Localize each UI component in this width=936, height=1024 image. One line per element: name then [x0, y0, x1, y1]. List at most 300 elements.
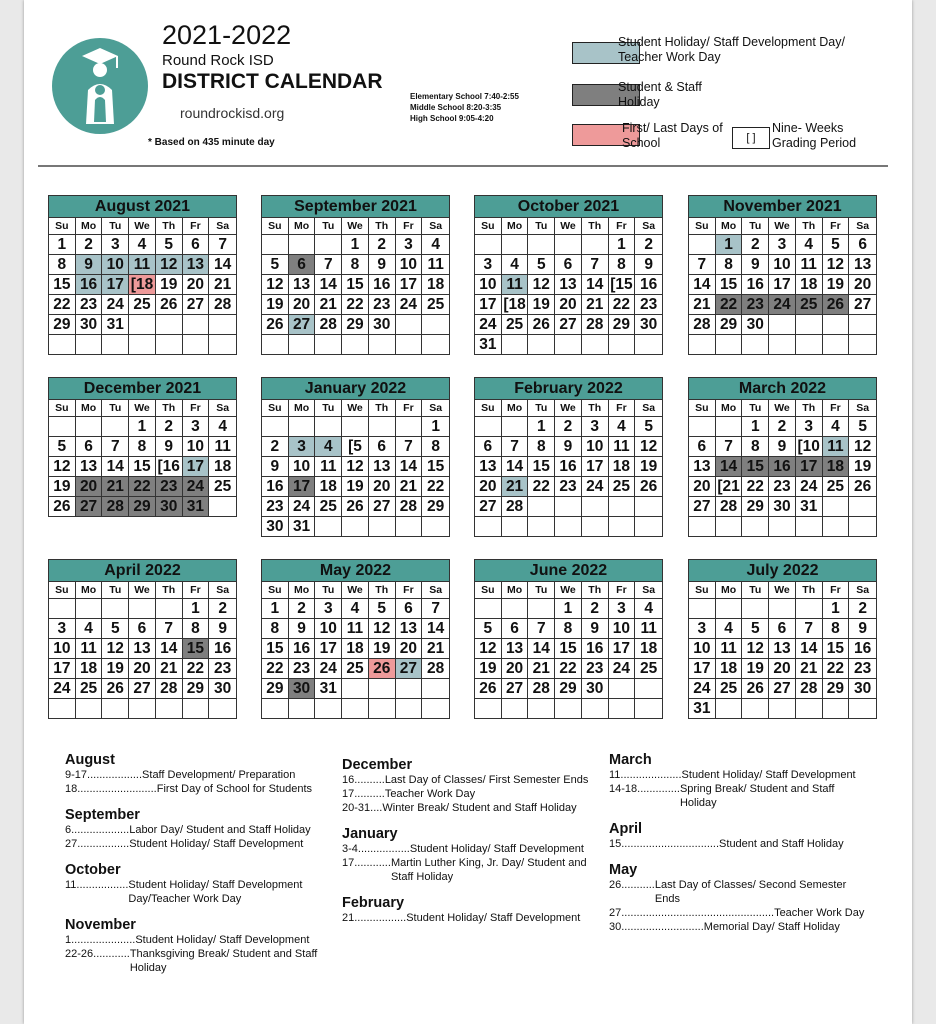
day-cell[interactable]: 5 — [369, 599, 396, 619]
day-cell[interactable]: 4 — [716, 619, 743, 639]
day-cell[interactable]: 26 — [262, 315, 289, 335]
day-cell[interactable]: 8 — [422, 437, 449, 457]
day-cell[interactable]: 19 — [635, 457, 662, 477]
day-cell[interactable]: 16 — [742, 275, 769, 295]
day-cell[interactable]: 21 — [209, 275, 236, 295]
day-cell[interactable]: 27 — [689, 497, 716, 517]
day-cell[interactable]: 8 — [609, 255, 636, 275]
day-cell[interactable]: 25 — [315, 497, 342, 517]
day-cell[interactable]: 21 — [422, 639, 449, 659]
day-cell[interactable]: 21 — [102, 477, 129, 497]
day-cell[interactable]: 20 — [369, 477, 396, 497]
day-cell[interactable]: 22 — [528, 477, 555, 497]
day-cell[interactable]: 13 — [555, 275, 582, 295]
day-cell[interactable]: 18 — [76, 659, 103, 679]
day-cell[interactable]: 23 — [582, 659, 609, 679]
day-cell[interactable]: 13 — [129, 639, 156, 659]
day-cell[interactable]: 26 — [849, 477, 876, 497]
day-cell[interactable]: 9 — [582, 619, 609, 639]
day-cell[interactable]: 12 — [156, 255, 183, 275]
day-cell[interactable]: 7 — [396, 437, 423, 457]
day-cell[interactable]: 7 — [582, 255, 609, 275]
day-cell[interactable]: 6 — [689, 437, 716, 457]
day-cell[interactable]: 29 — [609, 315, 636, 335]
day-cell[interactable]: 2 — [582, 599, 609, 619]
day-cell[interactable]: 18 — [315, 477, 342, 497]
day-cell[interactable]: [15 — [609, 275, 636, 295]
day-cell[interactable]: 14 — [796, 639, 823, 659]
day-cell[interactable]: 29 — [716, 315, 743, 335]
day-cell[interactable]: 14 — [502, 457, 529, 477]
day-cell[interactable]: 8 — [342, 255, 369, 275]
day-cell[interactable]: 15 — [422, 457, 449, 477]
day-cell[interactable]: 27 — [369, 497, 396, 517]
day-cell[interactable]: 11 — [76, 639, 103, 659]
day-cell[interactable]: 28 — [209, 295, 236, 315]
day-cell[interactable]: 16 — [209, 639, 236, 659]
day-cell[interactable]: 16 — [849, 639, 876, 659]
day-cell[interactable]: 20 — [183, 275, 210, 295]
day-cell[interactable]: 29 — [823, 679, 850, 699]
day-cell[interactable]: 10 — [609, 619, 636, 639]
day-cell[interactable]: 22 — [342, 295, 369, 315]
day-cell[interactable]: 30 — [769, 497, 796, 517]
day-cell[interactable]: 24 — [769, 295, 796, 315]
day-cell[interactable]: 3 — [49, 619, 76, 639]
day-cell[interactable]: 21 — [582, 295, 609, 315]
day-cell[interactable]: 27 — [129, 679, 156, 699]
day-cell[interactable]: 26 — [823, 295, 850, 315]
day-cell[interactable]: 5 — [475, 619, 502, 639]
day-cell[interactable]: 30 — [156, 497, 183, 516]
day-cell[interactable]: 14 — [315, 275, 342, 295]
day-cell[interactable]: 7 — [528, 619, 555, 639]
day-cell[interactable]: 30 — [635, 315, 662, 335]
day-cell[interactable]: 1 — [823, 599, 850, 619]
day-cell[interactable]: 11 — [796, 255, 823, 275]
day-cell[interactable]: 11 — [716, 639, 743, 659]
day-cell[interactable]: 21 — [528, 659, 555, 679]
day-cell[interactable]: 18 — [635, 639, 662, 659]
day-cell[interactable]: 8 — [716, 255, 743, 275]
day-cell[interactable]: 1 — [262, 599, 289, 619]
day-cell[interactable]: 13 — [689, 457, 716, 477]
day-cell[interactable]: 19 — [528, 295, 555, 315]
day-cell[interactable]: 30 — [76, 315, 103, 335]
day-cell[interactable]: 28 — [582, 315, 609, 335]
day-cell[interactable]: 12 — [849, 437, 876, 457]
day-cell[interactable]: 4 — [129, 235, 156, 255]
day-cell[interactable]: 3 — [183, 417, 210, 437]
day-cell[interactable]: 16 — [635, 275, 662, 295]
day-cell[interactable]: 5 — [49, 437, 76, 457]
day-cell[interactable]: 16 — [289, 639, 316, 659]
day-cell[interactable]: 2 — [76, 235, 103, 255]
day-cell[interactable]: 24 — [289, 497, 316, 517]
day-cell[interactable]: 14 — [528, 639, 555, 659]
day-cell[interactable]: 12 — [342, 457, 369, 477]
day-cell[interactable]: 1 — [555, 599, 582, 619]
day-cell[interactable]: 3 — [796, 417, 823, 437]
day-cell[interactable]: 11 — [209, 437, 236, 457]
day-cell[interactable]: 17 — [49, 659, 76, 679]
day-cell[interactable]: 9 — [849, 619, 876, 639]
day-cell[interactable]: 15 — [262, 639, 289, 659]
day-cell[interactable]: 22 — [823, 659, 850, 679]
day-cell[interactable]: 21 — [156, 659, 183, 679]
day-cell[interactable]: 25 — [502, 315, 529, 335]
day-cell[interactable]: 29 — [262, 679, 289, 699]
day-cell[interactable]: 23 — [742, 295, 769, 315]
day-cell[interactable]: 2 — [769, 417, 796, 437]
day-cell[interactable]: 10 — [475, 275, 502, 295]
day-cell[interactable]: 17 — [289, 477, 316, 497]
day-cell[interactable]: 6 — [396, 599, 423, 619]
day-cell[interactable]: 19 — [49, 477, 76, 497]
day-cell[interactable]: 12 — [369, 619, 396, 639]
day-cell[interactable]: 14 — [582, 275, 609, 295]
day-cell[interactable]: 25 — [796, 295, 823, 315]
day-cell[interactable]: 7 — [315, 255, 342, 275]
day-cell[interactable]: [18 — [129, 275, 156, 295]
day-cell[interactable]: 13 — [369, 457, 396, 477]
day-cell[interactable]: 26 — [528, 315, 555, 335]
day-cell[interactable]: 3 — [102, 235, 129, 255]
day-cell[interactable]: 1 — [528, 417, 555, 437]
day-cell[interactable]: 26 — [342, 497, 369, 517]
day-cell[interactable]: 29 — [342, 315, 369, 335]
day-cell[interactable]: 15 — [49, 275, 76, 295]
day-cell[interactable]: 9 — [209, 619, 236, 639]
day-cell[interactable]: 2 — [555, 417, 582, 437]
day-cell[interactable]: 24 — [315, 659, 342, 679]
day-cell[interactable]: 12 — [823, 255, 850, 275]
day-cell[interactable]: 27 — [555, 315, 582, 335]
day-cell[interactable]: 2 — [262, 437, 289, 457]
day-cell[interactable]: 20 — [475, 477, 502, 497]
day-cell[interactable]: 11 — [129, 255, 156, 275]
day-cell[interactable]: 3 — [289, 437, 316, 457]
day-cell[interactable]: 14 — [156, 639, 183, 659]
day-cell[interactable]: 3 — [475, 255, 502, 275]
day-cell[interactable]: 4 — [209, 417, 236, 437]
day-cell[interactable]: 2 — [156, 417, 183, 437]
day-cell[interactable]: 7 — [422, 599, 449, 619]
day-cell[interactable]: 11 — [635, 619, 662, 639]
day-cell[interactable]: 24 — [396, 295, 423, 315]
day-cell[interactable]: 4 — [502, 255, 529, 275]
day-cell[interactable]: 30 — [369, 315, 396, 335]
day-cell[interactable]: 9 — [262, 457, 289, 477]
day-cell[interactable]: 26 — [742, 679, 769, 699]
day-cell[interactable]: 16 — [262, 477, 289, 497]
day-cell[interactable]: [5 — [342, 437, 369, 457]
day-cell[interactable]: 29 — [422, 497, 449, 517]
day-cell[interactable]: 25 — [635, 659, 662, 679]
day-cell[interactable]: 16 — [76, 275, 103, 295]
day-cell[interactable]: [16 — [156, 457, 183, 477]
day-cell[interactable]: [10 — [796, 437, 823, 457]
day-cell[interactable]: 26 — [475, 679, 502, 699]
day-cell[interactable]: 15 — [183, 639, 210, 659]
day-cell[interactable]: 23 — [209, 659, 236, 679]
day-cell[interactable]: 4 — [796, 235, 823, 255]
day-cell[interactable]: 9 — [156, 437, 183, 457]
day-cell[interactable]: 28 — [315, 315, 342, 335]
day-cell[interactable]: 20 — [555, 295, 582, 315]
day-cell[interactable]: 22 — [183, 659, 210, 679]
day-cell[interactable]: 31 — [475, 335, 502, 354]
day-cell[interactable]: 4 — [76, 619, 103, 639]
day-cell[interactable]: 10 — [396, 255, 423, 275]
day-cell[interactable]: 19 — [823, 275, 850, 295]
day-cell[interactable]: 28 — [716, 497, 743, 517]
day-cell[interactable]: 11 — [422, 255, 449, 275]
day-cell[interactable]: 14 — [396, 457, 423, 477]
day-cell[interactable]: 28 — [689, 315, 716, 335]
day-cell[interactable]: 20 — [769, 659, 796, 679]
day-cell[interactable]: 11 — [502, 275, 529, 295]
day-cell[interactable]: 22 — [609, 295, 636, 315]
day-cell[interactable]: 30 — [742, 315, 769, 335]
day-cell[interactable]: 22 — [716, 295, 743, 315]
day-cell[interactable]: 20 — [289, 295, 316, 315]
day-cell[interactable]: 29 — [555, 679, 582, 699]
day-cell[interactable]: 4 — [342, 599, 369, 619]
day-cell[interactable]: 2 — [849, 599, 876, 619]
day-cell[interactable]: 20 — [129, 659, 156, 679]
day-cell[interactable]: 31 — [315, 679, 342, 699]
day-cell[interactable]: 14 — [209, 255, 236, 275]
day-cell[interactable]: 25 — [609, 477, 636, 497]
day-cell[interactable]: 13 — [475, 457, 502, 477]
day-cell[interactable]: 31 — [796, 497, 823, 517]
day-cell[interactable]: 26 — [49, 497, 76, 516]
day-cell[interactable]: 23 — [76, 295, 103, 315]
day-cell[interactable]: 16 — [769, 457, 796, 477]
day-cell[interactable]: 5 — [528, 255, 555, 275]
day-cell[interactable]: 19 — [342, 477, 369, 497]
day-cell[interactable]: 27 — [475, 497, 502, 517]
day-cell[interactable]: 8 — [183, 619, 210, 639]
day-cell[interactable]: 3 — [582, 417, 609, 437]
day-cell[interactable]: 6 — [369, 437, 396, 457]
day-cell[interactable]: 8 — [262, 619, 289, 639]
day-cell[interactable]: 29 — [129, 497, 156, 516]
day-cell[interactable]: 3 — [689, 619, 716, 639]
district-website[interactable]: roundrockisd.org — [180, 105, 285, 121]
day-cell[interactable]: 1 — [716, 235, 743, 255]
day-cell[interactable]: 24 — [609, 659, 636, 679]
day-cell[interactable]: 9 — [76, 255, 103, 275]
day-cell[interactable]: 1 — [342, 235, 369, 255]
day-cell[interactable]: 29 — [183, 679, 210, 699]
day-cell[interactable]: 9 — [635, 255, 662, 275]
day-cell[interactable]: [18 — [502, 295, 529, 315]
day-cell[interactable]: 23 — [555, 477, 582, 497]
day-cell[interactable]: 15 — [742, 457, 769, 477]
day-cell[interactable]: 7 — [102, 437, 129, 457]
day-cell[interactable]: 29 — [49, 315, 76, 335]
day-cell[interactable]: 3 — [769, 235, 796, 255]
day-cell[interactable]: 28 — [396, 497, 423, 517]
day-cell[interactable]: 30 — [289, 679, 316, 699]
day-cell[interactable]: 2 — [369, 235, 396, 255]
day-cell[interactable]: 27 — [183, 295, 210, 315]
day-cell[interactable]: 28 — [102, 497, 129, 516]
day-cell[interactable]: 23 — [635, 295, 662, 315]
day-cell[interactable]: 26 — [102, 679, 129, 699]
day-cell[interactable]: 28 — [528, 679, 555, 699]
day-cell[interactable]: 17 — [796, 457, 823, 477]
day-cell[interactable]: 22 — [422, 477, 449, 497]
day-cell[interactable]: 27 — [849, 295, 876, 315]
day-cell[interactable]: 13 — [76, 457, 103, 477]
day-cell[interactable]: 6 — [475, 437, 502, 457]
day-cell[interactable]: 23 — [262, 497, 289, 517]
day-cell[interactable]: 6 — [769, 619, 796, 639]
day-cell[interactable]: 24 — [183, 477, 210, 497]
day-cell[interactable]: 20 — [689, 477, 716, 497]
day-cell[interactable]: 21 — [796, 659, 823, 679]
day-cell[interactable]: 12 — [742, 639, 769, 659]
day-cell[interactable]: 7 — [209, 235, 236, 255]
day-cell[interactable]: 12 — [102, 639, 129, 659]
day-cell[interactable]: 9 — [289, 619, 316, 639]
day-cell[interactable]: 31 — [183, 497, 210, 516]
day-cell[interactable]: 6 — [555, 255, 582, 275]
day-cell[interactable]: 8 — [49, 255, 76, 275]
day-cell[interactable]: 6 — [129, 619, 156, 639]
day-cell[interactable]: 13 — [396, 619, 423, 639]
day-cell[interactable]: 15 — [342, 275, 369, 295]
day-cell[interactable]: 11 — [315, 457, 342, 477]
day-cell[interactable]: 17 — [769, 275, 796, 295]
day-cell[interactable]: 22 — [555, 659, 582, 679]
day-cell[interactable]: 17 — [102, 275, 129, 295]
day-cell[interactable]: 13 — [289, 275, 316, 295]
day-cell[interactable]: 21 — [315, 295, 342, 315]
day-cell[interactable]: 5 — [102, 619, 129, 639]
day-cell[interactable]: 20 — [76, 477, 103, 497]
day-cell[interactable]: 15 — [716, 275, 743, 295]
day-cell[interactable]: 5 — [742, 619, 769, 639]
day-cell[interactable]: 17 — [689, 659, 716, 679]
day-cell[interactable]: 8 — [823, 619, 850, 639]
day-cell[interactable]: 6 — [183, 235, 210, 255]
day-cell[interactable]: 24 — [582, 477, 609, 497]
day-cell[interactable]: 25 — [422, 295, 449, 315]
day-cell[interactable]: 20 — [849, 275, 876, 295]
day-cell[interactable]: 5 — [262, 255, 289, 275]
day-cell[interactable]: 9 — [369, 255, 396, 275]
day-cell[interactable]: 8 — [555, 619, 582, 639]
day-cell[interactable]: 23 — [289, 659, 316, 679]
day-cell[interactable]: 8 — [742, 437, 769, 457]
day-cell[interactable]: 25 — [342, 659, 369, 679]
day-cell[interactable]: 16 — [555, 457, 582, 477]
day-cell[interactable]: 4 — [315, 437, 342, 457]
day-cell[interactable]: 7 — [796, 619, 823, 639]
day-cell[interactable]: 5 — [849, 417, 876, 437]
day-cell[interactable]: 3 — [609, 599, 636, 619]
day-cell[interactable]: 1 — [183, 599, 210, 619]
day-cell[interactable]: 22 — [742, 477, 769, 497]
day-cell[interactable]: 21 — [689, 295, 716, 315]
day-cell[interactable]: 13 — [849, 255, 876, 275]
day-cell[interactable]: 10 — [289, 457, 316, 477]
day-cell[interactable]: 17 — [475, 295, 502, 315]
day-cell[interactable]: 17 — [315, 639, 342, 659]
day-cell[interactable]: 19 — [369, 639, 396, 659]
day-cell[interactable]: 12 — [49, 457, 76, 477]
day-cell[interactable]: 4 — [609, 417, 636, 437]
day-cell[interactable]: 17 — [396, 275, 423, 295]
day-cell[interactable]: 1 — [49, 235, 76, 255]
day-cell[interactable]: 19 — [156, 275, 183, 295]
day-cell[interactable]: 28 — [156, 679, 183, 699]
day-cell[interactable]: 12 — [635, 437, 662, 457]
day-cell[interactable]: 14 — [102, 457, 129, 477]
day-cell[interactable]: 15 — [129, 457, 156, 477]
day-cell[interactable]: 24 — [102, 295, 129, 315]
day-cell[interactable]: 25 — [716, 679, 743, 699]
day-cell[interactable]: 8 — [129, 437, 156, 457]
day-cell[interactable]: 28 — [796, 679, 823, 699]
day-cell[interactable]: 4 — [823, 417, 850, 437]
day-cell[interactable]: 1 — [742, 417, 769, 437]
day-cell[interactable]: 18 — [823, 457, 850, 477]
day-cell[interactable]: 16 — [582, 639, 609, 659]
day-cell[interactable]: 15 — [555, 639, 582, 659]
day-cell[interactable]: 27 — [769, 679, 796, 699]
day-cell[interactable]: 24 — [475, 315, 502, 335]
day-cell[interactable]: 13 — [769, 639, 796, 659]
day-cell[interactable]: 2 — [742, 235, 769, 255]
day-cell[interactable]: 19 — [742, 659, 769, 679]
day-cell[interactable]: 27 — [396, 659, 423, 679]
day-cell[interactable]: 17 — [582, 457, 609, 477]
day-cell[interactable]: 19 — [102, 659, 129, 679]
day-cell[interactable]: 20 — [396, 639, 423, 659]
day-cell[interactable]: 27 — [76, 497, 103, 516]
day-cell[interactable]: 6 — [502, 619, 529, 639]
day-cell[interactable]: 31 — [102, 315, 129, 335]
day-cell[interactable]: 6 — [289, 255, 316, 275]
day-cell[interactable]: 30 — [849, 679, 876, 699]
day-cell[interactable]: 25 — [129, 295, 156, 315]
day-cell[interactable]: 13 — [183, 255, 210, 275]
day-cell[interactable]: 18 — [609, 457, 636, 477]
day-cell[interactable]: 10 — [582, 437, 609, 457]
day-cell[interactable]: 7 — [502, 437, 529, 457]
day-cell[interactable]: 22 — [49, 295, 76, 315]
day-cell[interactable]: 19 — [262, 295, 289, 315]
day-cell[interactable]: 27 — [289, 315, 316, 335]
day-cell[interactable]: 10 — [183, 437, 210, 457]
day-cell[interactable]: 8 — [528, 437, 555, 457]
day-cell[interactable]: 7 — [156, 619, 183, 639]
day-cell[interactable]: 19 — [849, 457, 876, 477]
day-cell[interactable]: 25 — [209, 477, 236, 497]
day-cell[interactable]: 7 — [716, 437, 743, 457]
day-cell[interactable]: 23 — [849, 659, 876, 679]
day-cell[interactable]: 1 — [609, 235, 636, 255]
day-cell[interactable]: 30 — [209, 679, 236, 699]
day-cell[interactable]: 9 — [769, 437, 796, 457]
day-cell[interactable]: 25 — [76, 679, 103, 699]
day-cell[interactable]: 11 — [823, 437, 850, 457]
